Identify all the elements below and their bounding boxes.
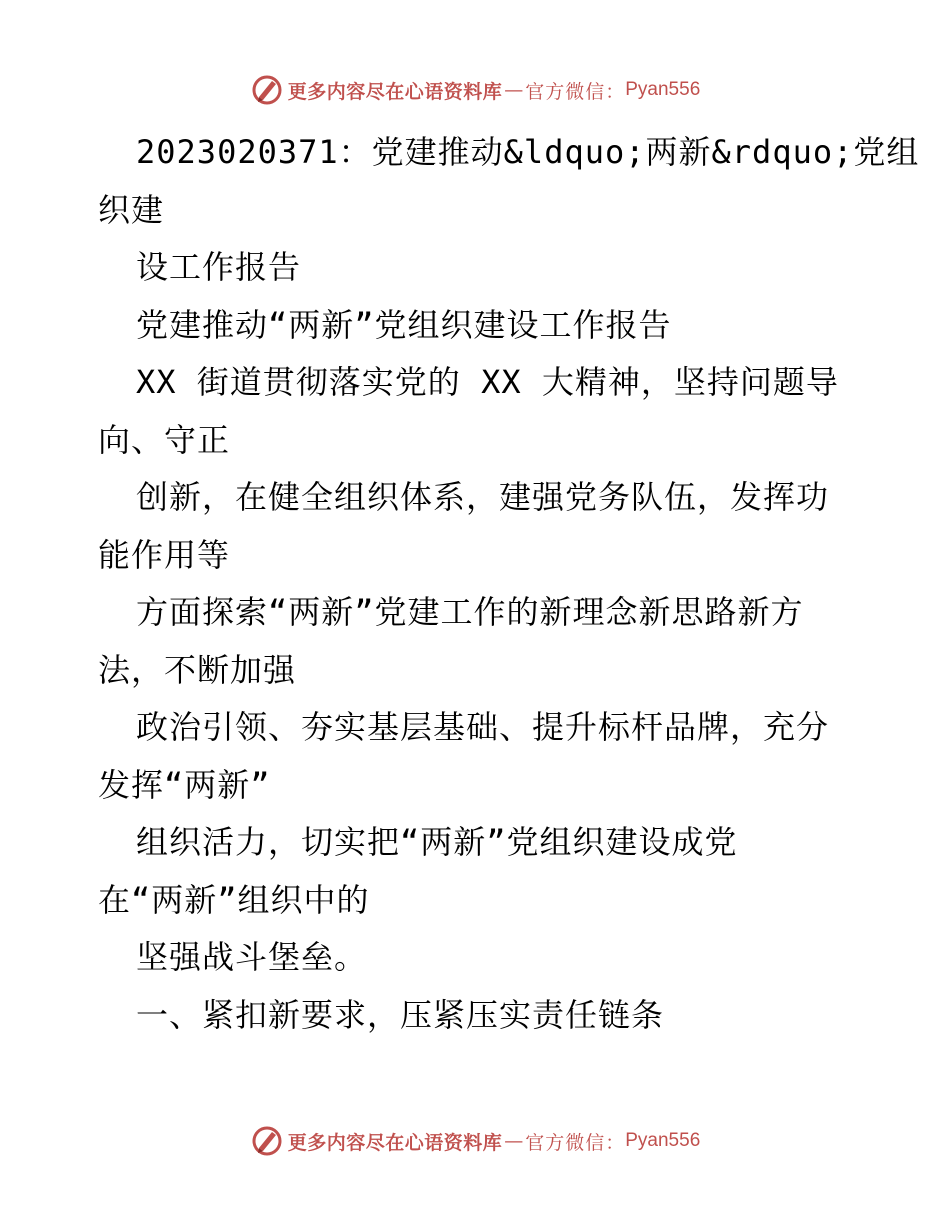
watermark-wechat-label: 官方微信：: [525, 1131, 626, 1154]
document-line: 在“两新”组织中的: [98, 880, 370, 919]
document-body: [98, 124, 920, 1044]
watermark-wechat-id: Pyan556: [625, 1130, 701, 1151]
document-line: 法，不断加强: [98, 650, 297, 689]
document-line: 向、守正: [98, 420, 231, 459]
header-watermark-banner: [0, 70, 950, 110]
pen-circle-logo-icon: [250, 73, 284, 107]
watermark-wechat-id: Pyan556: [625, 79, 701, 100]
document-title: 党建推动“两新”党组织建设工作报告: [136, 305, 672, 344]
document-line: 创新，在健全组织体系，建强党务队伍，发挥功: [136, 478, 830, 516]
document-line: 政治引领、夯实基层基础、提升标杆品牌，充分: [136, 708, 830, 746]
watermark-site-text: 更多内容尽在心语资料库: [287, 80, 503, 103]
section-heading: 一、紧扣新要求，压紧压实责任链条: [136, 995, 665, 1034]
document-line: 组织活力，切实把“两新”党组织建设成党: [136, 823, 738, 861]
pen-circle-logo-icon: [250, 1124, 284, 1158]
footer-watermark-banner: [0, 1121, 950, 1161]
watermark-wechat-label: 官方微信：: [525, 80, 626, 103]
document-line: XX 街道贯彻落实党的 XX 大精神，坚持问题导: [136, 363, 839, 401]
document-line: 织建: [98, 190, 165, 229]
document-line: 坚强战斗堡垒。: [136, 938, 368, 976]
document-line: 能作用等: [98, 535, 231, 574]
document-line: 发挥“两新”: [98, 765, 271, 804]
watermark-site-text: 更多内容尽在心语资料库: [287, 1131, 503, 1154]
document-line: 2023020371：党建推动&ldquo;两新&rdquo;党组: [136, 133, 920, 171]
watermark-separator: —: [504, 1130, 524, 1152]
watermark-separator: —: [504, 79, 524, 101]
document-line: 方面探索“两新”党建工作的新理念新思路新方: [136, 593, 804, 631]
document-line: 设工作报告: [136, 248, 302, 286]
